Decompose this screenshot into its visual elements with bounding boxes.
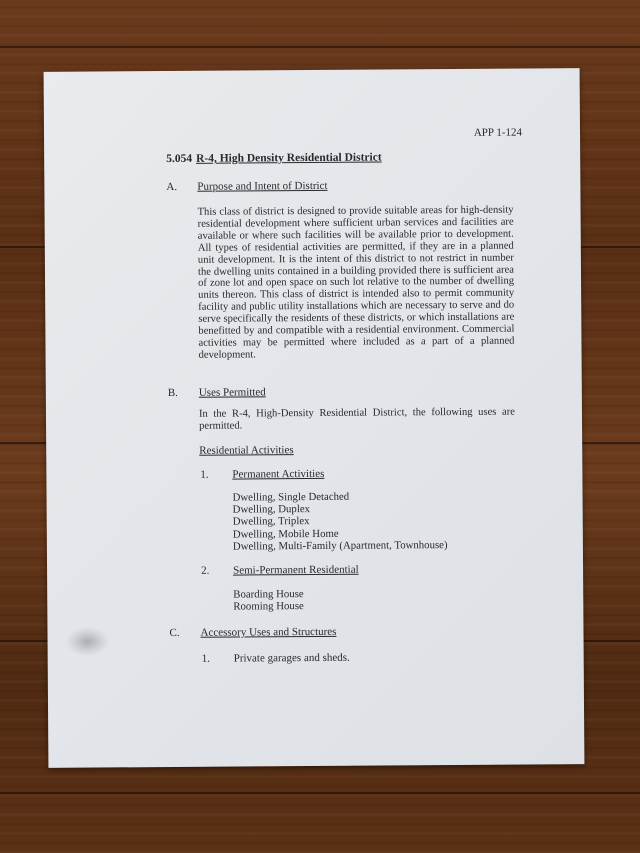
permanent-activities-list bbox=[233, 490, 448, 553]
list-item: Dwelling, Triplex bbox=[232, 515, 310, 528]
subsection-letter-a: A. bbox=[166, 180, 178, 194]
permanent-activities-heading: Permanent Activities bbox=[232, 467, 325, 481]
residential-activities-heading: Residential Activities bbox=[199, 444, 294, 457]
subsection-heading-accessory: Accessory Uses and Structures bbox=[200, 625, 337, 639]
list-item: Dwelling, Multi-Family (Apartment, Townhouse) bbox=[232, 538, 448, 553]
subsection-heading-purpose: Purpose and Intent of District bbox=[197, 179, 328, 193]
list-item: Dwelling, Duplex bbox=[232, 503, 311, 516]
semi-permanent-heading: Semi-Permanent Residential bbox=[233, 563, 359, 577]
ink-smudge bbox=[65, 626, 109, 656]
list-item: Boarding House bbox=[233, 588, 304, 601]
document-page bbox=[44, 68, 585, 768]
subsection-letter-c: C. bbox=[169, 626, 180, 640]
floor-board-seam bbox=[0, 46, 640, 48]
list-item: Dwelling, Single Detached bbox=[232, 490, 350, 504]
item-number-c1: 1. bbox=[201, 652, 210, 665]
item-number-1: 1. bbox=[200, 468, 209, 481]
page-number: APP 1-124 bbox=[473, 126, 523, 139]
uses-intro-paragraph: In the R-4, High-Density Residential District, the following uses are permitted. bbox=[198, 406, 516, 432]
floor-board-seam bbox=[0, 792, 640, 794]
section-number: 5.054 bbox=[166, 152, 193, 166]
section-title: R-4, High Density Residential District bbox=[196, 151, 382, 165]
subsection-heading-uses: Uses Permitted bbox=[198, 386, 266, 399]
accessory-item-text: Private garages and sheds. bbox=[233, 651, 350, 665]
purpose-paragraph: This class of district is designed to provide suitable areas for high-density residential development where sufficient urban services and facilities are available or where such facilities will be available prior to development. All types of residential activities are permitted, if they are in a planned unit development. It is the intent of this district to not restrict in number the dwelling units contained in a building provided there is sufficient area of zone lot and open space on such lot relative to the number of dwelling units thereon. This class of district is intended also to permit community facility and public utility installations which are necessary to serve and do serve specifically the residents of these districts, or which installations are benefitted by and compatible with a residential environment. Commercial activities may be permitted where included as a part of a planned development. bbox=[197, 204, 515, 361]
subsection-letter-b: B. bbox=[167, 386, 178, 400]
item-number-2: 2. bbox=[201, 564, 210, 577]
semi-permanent-list bbox=[233, 588, 304, 613]
list-item: Rooming House bbox=[233, 600, 304, 613]
list-item: Dwelling, Mobile Home bbox=[232, 527, 339, 541]
section-heading bbox=[166, 152, 382, 166]
